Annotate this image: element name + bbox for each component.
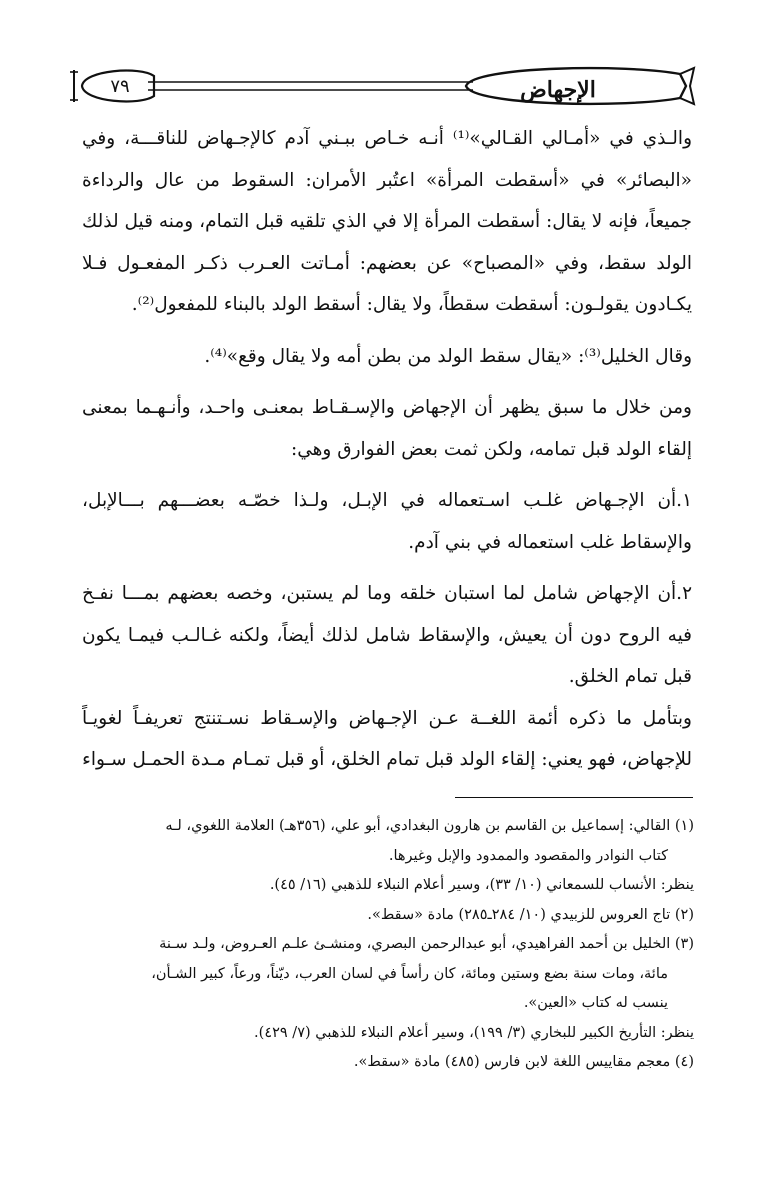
- paragraph-1: والـذي في «أمـالي القـالي»⁽¹⁾ أنـه خـاص ببـني آدم كالإجـهاض للناقـــة، وفي «البصائر» في «أسقطت المرأة» اعتُبر الأمران: السقوط من عال والرداءة جميعاً، فإنه لا يقال: أسقطت المرأة إلا في الذي تلقيه قبل التمام، ومنه قيل لذلك الولد سقط، وفي «المصباح» عن بعضهم: أمـاتت العـرب ذكـر المفعـول فـلا يكـادون يقولـون: أسقطت سقطاً، ولا يقال: أسقط الولد بالبناء للمفعول⁽²⁾.: [82, 128, 692, 315]
- footnote-3-line-2: مائة، ومات سنة بضع وستين ومائة، كان رأساً في لسان العرب، ديّناً، ورعاً، كبير الشـأن،: [151, 965, 668, 982]
- list-item-1: ١.أن الإجـهاض غلـب اسـتعماله في الإبـل، ولـذا خصّـه بعضـــهم بـــالإبل، والإسقاط غلب استعماله في بني آدم.: [82, 490, 692, 553]
- footnote-3-reference: ينظر: التأريخ الكبير للبخاري (٣/ ١٩٩)، وسير أعلام النبلاء للذهبي (٧/ ٤٢٩).: [254, 1024, 694, 1041]
- footnotes: [82, 812, 694, 1078]
- footnote-3-line-1: (٣) الخليل بن أحمد الفراهيدي، أبو عبدالرحمن البصري، ومنشـئ علـم العـروض، ولـد سـنة: [159, 936, 694, 952]
- footnote-1-line-2: كتاب النوادر والمقصود والممدود والإبل وغيرها.: [388, 847, 668, 864]
- list-item-2: ٢.أن الإجهاض شامل لما استبان خلقه وما لم يستبن، وخصه بعضهم بمـــا نفـخ فيه الروح دون أن يعيش، والإسقاط شامل لذلك أيضاً، ولكنه غـالـب فيمـا يكون قبل تمام الخلق.: [82, 583, 692, 687]
- chapter-title: الإجهاض: [520, 77, 596, 103]
- paragraph-3: ومن خلال ما سبق يظهر أن الإجهاض والإسـقـاط بمعنـى واحـد، وأنـهـما بمعنى إلقاء الولد قبل تمامه، ولكن ثمت بعض الفوارق وهي:: [82, 397, 692, 460]
- paragraph-4: وبتأمل ما ذكره أئمة اللغــة عـن الإجـهاض والإسـقاط نسـتنتج تعريفـاً لغويـاً للإجهاض، فهو يعني: إلقاء الولد قبل تمام الخلق، أو قبل تمـام مـدة الحمـل سـواء: [82, 707, 692, 770]
- footnote-2: (٢) تاج العروس للزبيدي (١٠/ ٢٨٤ـ٢٨٥) مادة «سقط».: [367, 906, 694, 923]
- page-header: [68, 60, 698, 116]
- footnote-1-line-1: (١) القالي: إسماعيل بن القاسم بن هارون البغدادي، أبو علي، (٣٥٦هـ) العلامة اللغوي، لـه: [165, 818, 694, 834]
- footnote-4: (٤) معجم مقاييس اللغة لابن فارس (٤٨٥) مادة «سقط».: [353, 1054, 694, 1070]
- page-number: ٧٩: [110, 76, 130, 97]
- main-text: [82, 118, 692, 781]
- footnote-3-line-3: ينسب له كتاب «العين».: [523, 995, 668, 1011]
- paragraph-2: وقال الخليل⁽³⁾: «يقال سقط الولد من بطن أمه ولا يقال وقع»⁽⁴⁾.: [204, 345, 692, 367]
- footnote-1-reference: ينظر: الأنساب للسمعاني (١٠/ ٣٣)، وسير أعلام النبلاء للذهبي (١٦/ ٤٥).: [269, 877, 694, 893]
- footnote-divider: [455, 797, 693, 798]
